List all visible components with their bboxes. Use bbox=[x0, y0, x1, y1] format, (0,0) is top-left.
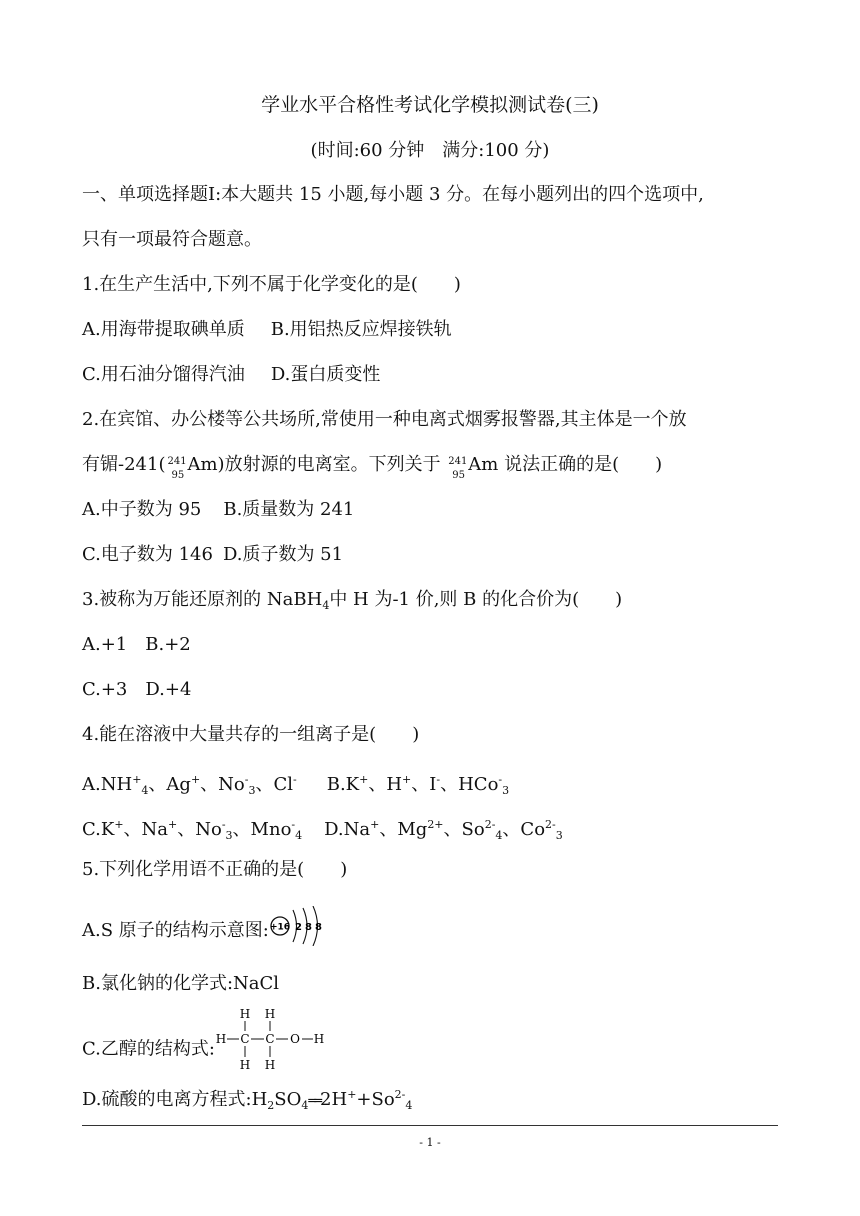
atom-c: C bbox=[240, 1032, 250, 1046]
q1-option-d: D.蛋白质变性 bbox=[270, 364, 381, 385]
q4-option-d bbox=[324, 819, 563, 840]
q2-option-d: D.质子数为 51 bbox=[222, 544, 344, 565]
q3-options-cd bbox=[82, 678, 191, 702]
ion: Na bbox=[141, 819, 169, 840]
charge: - bbox=[436, 773, 441, 786]
subscript: 3 bbox=[225, 829, 233, 842]
subscript: 3 bbox=[555, 829, 563, 842]
subscript: 2 bbox=[267, 1099, 275, 1112]
equals-arrow: ══ bbox=[308, 1094, 321, 1109]
subscript: 4 bbox=[405, 1099, 413, 1112]
q5-option-d bbox=[82, 1083, 412, 1118]
nucleus-charge: +16 bbox=[269, 922, 290, 933]
q2-stem-end: 说法正确的是( ) bbox=[498, 454, 663, 475]
atom-h: H bbox=[239, 1058, 251, 1072]
q5-option-c bbox=[82, 1007, 327, 1072]
option-label: D. bbox=[324, 819, 344, 840]
charge: 2- bbox=[545, 818, 556, 831]
charge: - bbox=[221, 818, 226, 831]
atom-h: H bbox=[239, 1007, 251, 1021]
mass-number-2: 241 bbox=[448, 456, 468, 467]
q3-stem-pre: 3.被称为万能还原剂的 NaBH bbox=[82, 589, 323, 610]
option-label: C. bbox=[82, 819, 101, 840]
ion: Mno bbox=[250, 819, 292, 840]
q5-option-a bbox=[82, 916, 329, 946]
ion: Ag bbox=[166, 774, 191, 795]
separator: 、 bbox=[368, 774, 387, 795]
ion: Na bbox=[343, 819, 371, 840]
element-symbol-2: Am bbox=[468, 454, 499, 475]
ethanol-structure-diagram bbox=[215, 1006, 327, 1072]
ion: Co bbox=[520, 819, 546, 840]
q2-options-cd bbox=[82, 543, 343, 567]
charge: 2- bbox=[484, 818, 496, 831]
q3-stem-end: 中 H 为-1 价,则 B 的化合价为( ) bbox=[329, 589, 623, 610]
charge: 2- bbox=[394, 1088, 406, 1101]
nuclide-notation bbox=[165, 453, 187, 481]
q4-option-b bbox=[327, 774, 509, 795]
ion: Cl bbox=[273, 774, 293, 795]
separator: 、 bbox=[411, 774, 430, 795]
separator: 、 bbox=[443, 819, 462, 840]
atomic-number-2: 95 bbox=[452, 470, 466, 481]
atom-h: H bbox=[264, 1058, 276, 1072]
q1-options-ab bbox=[82, 318, 452, 342]
q2-stem-pre: 有镅-241( bbox=[82, 454, 166, 475]
q2-stem-line1: 2.在宾馆、办公楼等公共场所,常使用一种电离式烟雾报警器,其主体是一个放 bbox=[82, 409, 687, 430]
charge: + bbox=[168, 818, 178, 831]
atomic-number: 95 bbox=[171, 470, 185, 481]
option-label: B. bbox=[326, 774, 346, 795]
element-symbol: Am bbox=[187, 454, 218, 475]
q1-stem: 1.在生产生活中,下列不属于化学变化的是( ) bbox=[82, 274, 461, 295]
charge: - bbox=[291, 818, 296, 831]
subscript: 4 bbox=[141, 784, 149, 797]
charge: - bbox=[244, 773, 249, 786]
charge: + bbox=[359, 773, 369, 786]
charge: - bbox=[498, 773, 503, 786]
separator: 、 bbox=[502, 819, 521, 840]
shell-electrons-3: 8 bbox=[314, 922, 322, 933]
q4-stem: 4.能在溶液中大量共存的一组离子是( ) bbox=[82, 724, 420, 745]
ion: No bbox=[195, 819, 222, 840]
q2-option-b: B.质量数为 241 bbox=[223, 499, 355, 520]
ion: Mg bbox=[397, 819, 428, 840]
q1-option-b: B.用铝热反应焊接铁轨 bbox=[270, 319, 452, 340]
atom-c: C bbox=[265, 1032, 275, 1046]
mass-number: 241 bbox=[167, 456, 187, 467]
atom-structure-diagram bbox=[269, 906, 329, 946]
ion: K bbox=[345, 774, 360, 795]
ion: K bbox=[100, 819, 115, 840]
atom-h: H bbox=[215, 1032, 227, 1046]
shell-electrons-1: 2 bbox=[294, 922, 302, 933]
charge: + bbox=[132, 773, 142, 786]
q5-stem: 5.下列化学用语不正确的是( ) bbox=[82, 859, 348, 880]
q2-options-ab bbox=[82, 498, 354, 522]
q3-stem bbox=[82, 588, 622, 618]
charge: + bbox=[402, 773, 412, 786]
q5-option-a-text: A.S 原子的结构示意图: bbox=[82, 920, 269, 941]
charge: 2+ bbox=[427, 818, 444, 831]
q3-option-d: D.+4 bbox=[145, 679, 192, 700]
ion: H bbox=[386, 774, 403, 795]
q2-option-a: A.中子数为 95 bbox=[82, 499, 202, 520]
page-number: - 1 - bbox=[419, 1136, 441, 1149]
separator: 、 bbox=[177, 819, 196, 840]
q1-options-cd bbox=[82, 363, 380, 387]
ion: I bbox=[429, 774, 437, 795]
formula-part: SO bbox=[274, 1089, 302, 1110]
subscript: 4 bbox=[295, 829, 303, 842]
exam-info: (时间:60 分钟 满分:100 分) bbox=[310, 140, 550, 161]
atom-o: O bbox=[290, 1032, 300, 1046]
atom-h: H bbox=[264, 1007, 276, 1021]
q4-option-c bbox=[82, 819, 302, 840]
nuclide-notation-2 bbox=[446, 453, 468, 481]
ion: HCo bbox=[458, 774, 499, 795]
q4-options-ab bbox=[82, 768, 509, 803]
separator: 、 bbox=[232, 819, 251, 840]
q5-option-b: B.氯化钠的化学式:NaCl bbox=[82, 973, 280, 994]
q2-option-c: C.电子数为 146 bbox=[82, 544, 213, 565]
formula-part: 2H bbox=[320, 1089, 348, 1110]
q3-option-b: B.+2 bbox=[145, 634, 191, 655]
q5-option-c-text: C.乙醇的结构式: bbox=[82, 1038, 215, 1060]
subscript: 3 bbox=[502, 784, 510, 797]
q5-option-d-pre: D.硫酸的电离方程式:H bbox=[82, 1089, 268, 1110]
subscript: 3 bbox=[248, 784, 256, 797]
separator: 、 bbox=[200, 774, 219, 795]
separator: 、 bbox=[379, 819, 398, 840]
option-label: A. bbox=[82, 774, 101, 795]
charge: + bbox=[347, 1088, 357, 1101]
separator: 、 bbox=[148, 774, 167, 795]
section-heading-cont: 只有一项最符合题意。 bbox=[82, 229, 262, 250]
q3-option-a: A.+1 bbox=[82, 634, 128, 655]
atom-h: H bbox=[313, 1032, 325, 1046]
q1-option-c: C.用石油分馏得汽油 bbox=[82, 364, 245, 385]
charge: + bbox=[370, 818, 380, 831]
ion: No bbox=[218, 774, 245, 795]
shell-electrons-2: 8 bbox=[304, 922, 312, 933]
separator: 、 bbox=[123, 819, 142, 840]
q2-stem-line2 bbox=[82, 453, 663, 481]
footer-divider bbox=[82, 1125, 778, 1126]
section-heading: 一、单项选择题Ⅰ:本大题共 15 小题,每小题 3 分。在每小题列出的四个选项中, bbox=[82, 184, 704, 205]
q2-stem-mid: )放射源的电离室。下列关于 bbox=[217, 454, 447, 475]
formula-part: +So bbox=[356, 1089, 395, 1110]
ion: NH bbox=[100, 774, 133, 795]
q3-options-ab bbox=[82, 633, 191, 657]
subscript: 4 bbox=[301, 1099, 309, 1112]
q1-option-a: A.用海带提取碘单质 bbox=[82, 319, 245, 340]
subscript: 4 bbox=[495, 829, 503, 842]
subscript-4: 4 bbox=[322, 599, 330, 612]
q4-option-a bbox=[82, 774, 297, 795]
separator: 、 bbox=[255, 774, 274, 795]
ion: So bbox=[461, 819, 485, 840]
separator: 、 bbox=[440, 774, 459, 795]
charge: - bbox=[293, 773, 297, 786]
charge: + bbox=[114, 818, 124, 831]
charge: + bbox=[190, 773, 201, 786]
q4-options-cd bbox=[82, 813, 563, 848]
page-title: 学业水平合格性考试化学模拟测试卷(三) bbox=[261, 94, 599, 116]
q3-option-c: C.+3 bbox=[82, 679, 128, 700]
